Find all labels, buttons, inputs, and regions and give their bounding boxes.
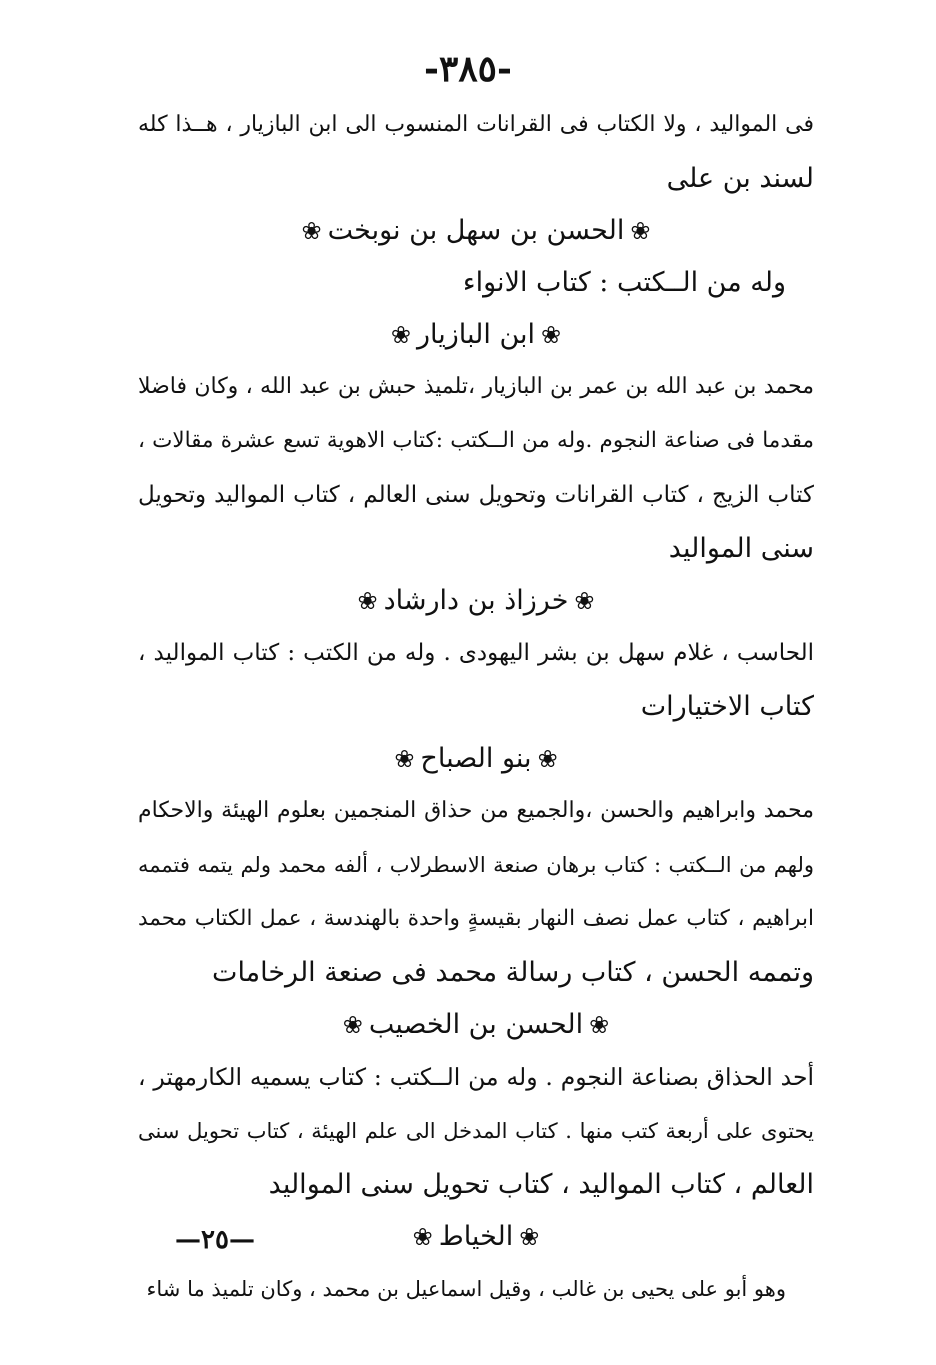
text-block [138, 310, 814, 576]
text-line: أحد الحذاق بصناعة النجوم . وله من الــكتب : كتاب يسميه الكارمهتر ، [138, 1063, 814, 1091]
ornament-icon: ❀ [357, 587, 378, 615]
section-heading [138, 206, 814, 256]
ornament-icon: ❀ [394, 745, 415, 773]
heading-text: ابن البازيار [416, 319, 536, 350]
heading-text: الحسن بن سهل بن نوبخت [327, 215, 625, 246]
text-block [138, 1000, 814, 1212]
ornament-icon: ❀ [412, 1223, 433, 1251]
text-block [138, 576, 814, 734]
heading-text: الخياط [438, 1221, 514, 1252]
text-line: سنى المواليد [668, 533, 814, 564]
ornament-icon: ❀ [390, 321, 411, 349]
text-line: ابراهيم ، كتاب عمل نصف النهار بقيسةٍ واحدة بالهندسة ، عمل الكتاب محمد [138, 906, 814, 931]
text-line: وله من الــكتب : كتاب الانواء [462, 267, 786, 298]
ornament-icon: ❀ [589, 1011, 610, 1039]
section-heading [138, 734, 814, 784]
heading-text: خرزاذ بن دارشاد [383, 585, 569, 616]
text-line: يحتوى على أربعة كتب منها . كتاب المدخل الى علم الهيئة ، كتاب تحويل سنى [138, 1119, 814, 1143]
section-heading [138, 1000, 814, 1050]
text-line: محمد بن عبد الله بن عمر بن البازيار ،تلميذ حبش بن عبد الله ، وكان فاضلا [138, 374, 814, 399]
ornament-icon: ❀ [541, 321, 562, 349]
text-line: العالم ، كتاب المواليد ، كتاب تحويل سنى المواليد [268, 1169, 814, 1200]
text-line: كتاب الاختيارات [640, 691, 814, 722]
text-line: كتاب الزيج ، كتاب القرانات وتحويل سنى العالم ، كتاب المواليد وتحويل [138, 482, 814, 508]
heading-text: بنو الصباح [420, 743, 532, 774]
text-line: وهو أبو على يحيى بن غالب ، وقيل اسماعيل بن محمد ، وكان تلميذ ما شاء [146, 1277, 786, 1301]
ornament-icon: ❀ [574, 587, 595, 615]
ornament-icon: ❀ [342, 1011, 363, 1039]
text-line: الحاسب ، غلام سهل بن بشر اليهودى . وله من الكتب : كتاب المواليد ، [138, 640, 814, 666]
text-block [138, 734, 814, 1000]
text-line: محمد وابراهيم والحسن ،والجميع من حذاق المنجمين بعلوم الهيئة والاحكام [138, 798, 814, 823]
ornament-icon: ❀ [537, 745, 558, 773]
text-line: مقدما فى صناعة النجوم .وله من الــكتب :كتاب الاهوية تسع عشرة مقالات ، [138, 428, 814, 453]
footer-signature-number: —٢٥— [175, 1225, 255, 1255]
page-number: -٣٨٥- [424, 48, 512, 90]
ornament-icon: ❀ [301, 217, 322, 245]
text-line: فى المواليد ، ولا الكتاب فى القرانات المنسوب الى ابن البازيار ، هــذا كله [138, 112, 814, 137]
ornament-icon: ❀ [630, 217, 651, 245]
text-block [138, 206, 814, 310]
text-line: وتممه الحسن ، كتاب رسالة محمد فى صنعة الرخامات [212, 957, 814, 988]
section-heading [138, 576, 814, 626]
page-content [138, 98, 814, 1316]
heading-text: الحسن بن الخصيب [368, 1009, 584, 1040]
section-heading [138, 310, 814, 360]
text-line: لسند بن على [666, 163, 814, 194]
text-line: ولهم من الــكتب : كتاب برهان صنعة الاسطرلاب ، ألفه محمد ولم يتمه فتممه [138, 853, 814, 877]
ornament-icon: ❀ [519, 1223, 540, 1251]
text-block [138, 98, 814, 206]
